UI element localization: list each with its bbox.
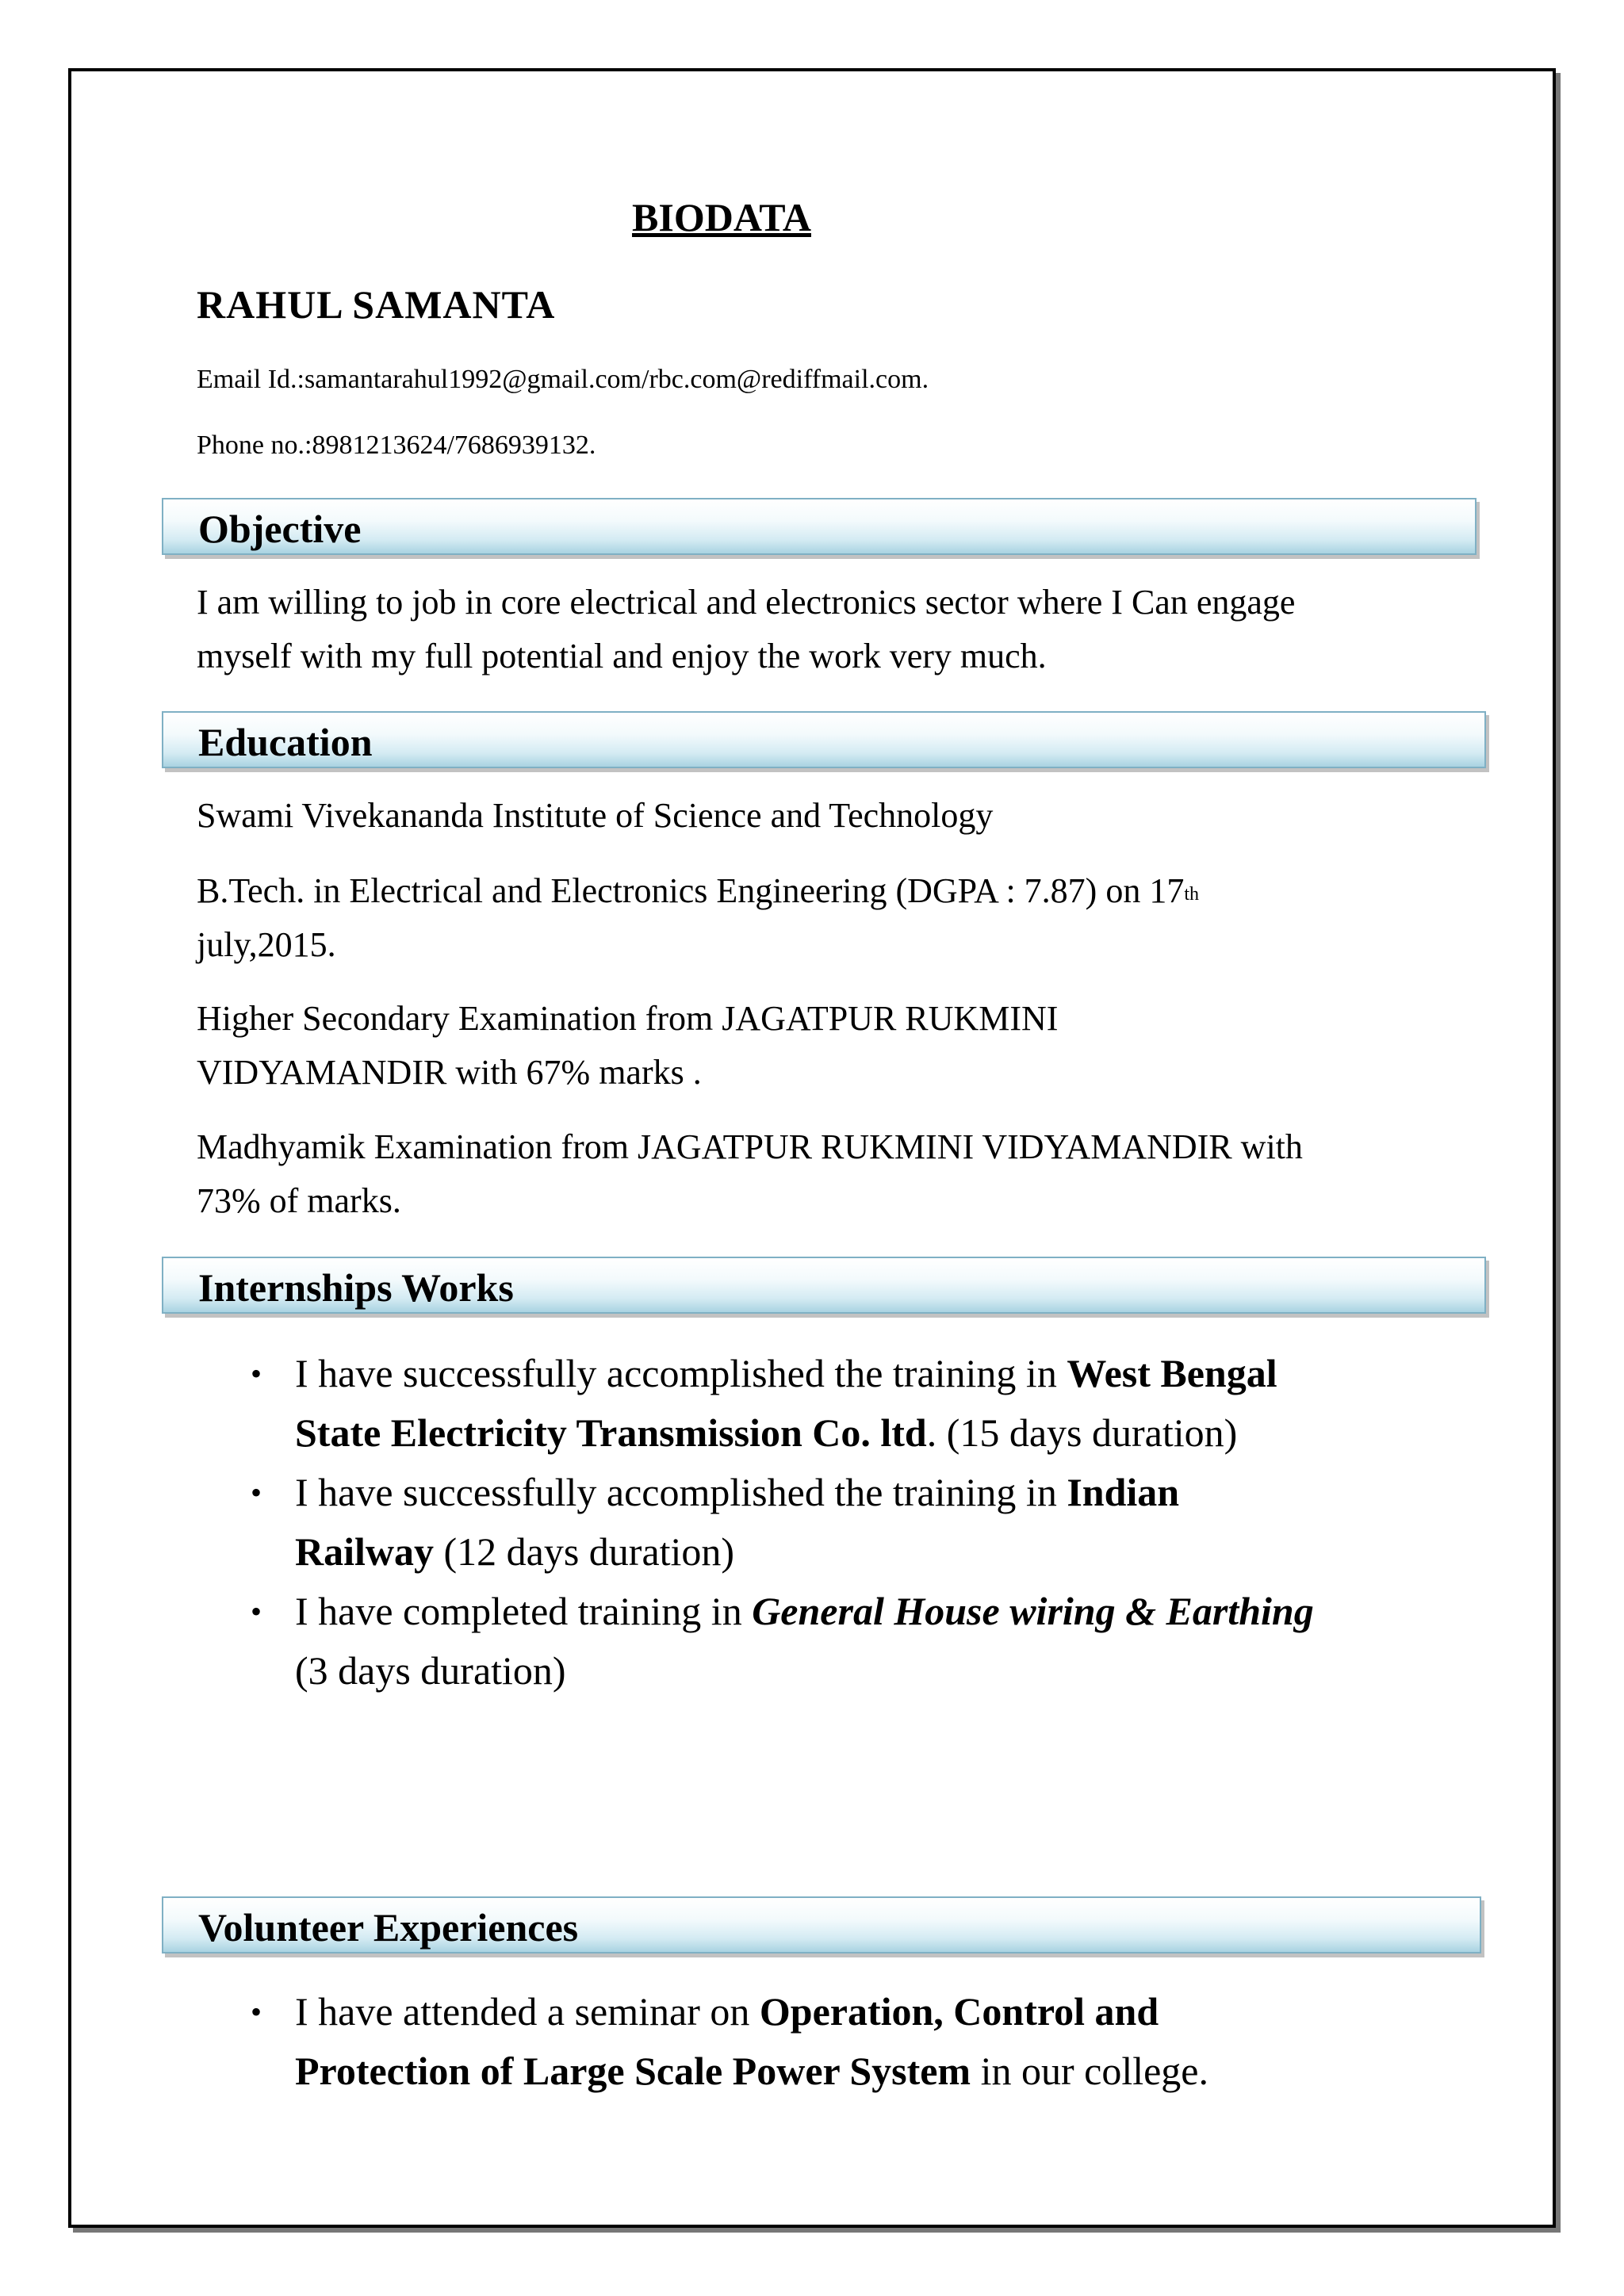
objective-line-1: I am willing to job in core electrical and electronics sector where I Can engage — [197, 583, 1296, 622]
objective-line-2: myself with my full potential and enjoy the work very much. — [197, 637, 1047, 675]
education-btech-line-1: B.Tech. in Electrical and Electronics Engineering (DGPA : 7.87) on 17th — [197, 871, 1199, 910]
education-heading: Education — [198, 720, 373, 764]
list-item: • I have successfully accomplished the training in Indian Railway (12 days duration) — [247, 1463, 1314, 1582]
education-mp-line-1: Madhyamik Examination from JAGATPUR RUKMINI VIDYAMANDIR with — [197, 1127, 1303, 1166]
bullet-icon: • — [251, 1475, 262, 1510]
internships-list — [247, 1344, 1314, 1701]
email-line: Email Id.:samantarahul1992@gmail.com/rbc.com@rediffmail.com. — [197, 365, 929, 394]
internships-section-bar — [162, 1257, 1486, 1314]
objective-heading: Objective — [198, 507, 362, 551]
education-institute: Swami Vivekananda Institute of Science and Technology — [197, 796, 994, 835]
education-hs-line-1: Higher Secondary Examination from JAGATPUR RUKMINI — [197, 999, 1059, 1038]
list-item: • I have successfully accomplished the training in West Bengal State Electricity Transmission Co. ltd. (15 days duration) — [247, 1344, 1314, 1463]
volunteer-heading: Volunteer Experiences — [198, 1905, 579, 1950]
internships-heading: Internships Works — [198, 1265, 514, 1310]
education-section-bar — [162, 711, 1486, 768]
list-item: • I have attended a seminar on Operation, Control and Protection of Large Scale Power System in our college. — [247, 1982, 1208, 2101]
education-hs-line-2: VIDYAMANDIR with 67% marks . — [197, 1053, 702, 1092]
volunteer-list — [247, 1982, 1208, 2101]
candidate-name: RAHUL SAMANTA — [197, 282, 556, 327]
phone-line: Phone no.:8981213624/7686939132. — [197, 430, 596, 460]
education-btech-superscript: th — [1184, 884, 1199, 905]
education-madhyamik — [197, 1120, 1303, 1228]
objective-section-bar — [162, 498, 1477, 555]
education-btech-line-2: july,2015. — [197, 925, 336, 964]
document-title: BIODATA — [632, 195, 811, 239]
bullet-icon: • — [251, 1594, 262, 1629]
list-item: • I have completed training in General House wiring & Earthing (3 days duration) — [247, 1582, 1314, 1701]
bullet-icon: • — [251, 1356, 262, 1391]
education-mp-line-2: 73% of marks. — [197, 1181, 401, 1220]
education-higher-secondary — [197, 992, 1058, 1100]
volunteer-section-bar — [162, 1896, 1481, 1954]
bullet-icon: • — [251, 1994, 262, 2030]
education-btech — [197, 864, 1199, 972]
objective-text — [197, 576, 1295, 683]
